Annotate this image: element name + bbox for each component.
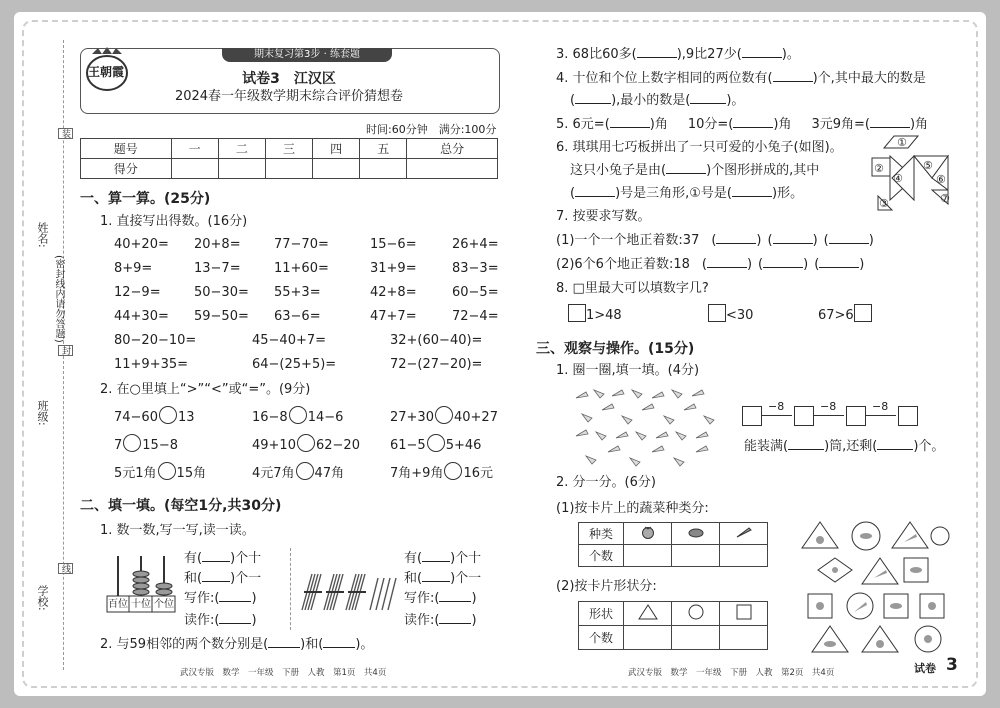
q8-c: 67>6 xyxy=(818,304,872,325)
q7-1: (1)一个一个地正着数:37 ( ) ( ) ( ) xyxy=(556,233,874,248)
vegetable-cards xyxy=(800,518,950,658)
s3-q2: 2. 分一分。(6分) xyxy=(556,475,656,490)
answer-blank[interactable] xyxy=(732,196,772,197)
q7: 7. 按要求写数。 xyxy=(556,209,651,224)
chain-box[interactable] xyxy=(898,406,918,426)
score-cell[interactable] xyxy=(313,159,360,179)
answer-blank[interactable] xyxy=(610,127,650,128)
compare-circle[interactable] xyxy=(289,406,307,424)
tangram-label: ③ xyxy=(879,197,889,210)
minus-label: −8 xyxy=(872,400,889,413)
calc: 59−50= xyxy=(194,309,249,324)
compare-circle[interactable] xyxy=(159,406,177,424)
seal-char-3: 线 xyxy=(58,563,73,574)
answer-box[interactable] xyxy=(854,304,872,322)
class-label: 班级: xyxy=(36,400,49,426)
compare-item: 5元1角 15角 xyxy=(114,462,206,483)
calc: 40+20= xyxy=(114,237,169,252)
divider xyxy=(290,548,291,630)
q3: 3. 68比60多( ),9比27少( )。 xyxy=(556,47,800,62)
answer-blank[interactable] xyxy=(666,173,706,174)
compare-circle[interactable] xyxy=(158,462,176,480)
calc: 8+9= xyxy=(114,261,153,276)
compare-circle[interactable] xyxy=(435,406,453,424)
answer-blank[interactable] xyxy=(716,243,756,244)
calc: 20+8= xyxy=(194,237,241,252)
score-header: 题号 xyxy=(81,139,172,159)
shuttlecocks-illustration xyxy=(572,386,720,468)
answer-blank[interactable] xyxy=(439,623,471,624)
answer-box[interactable] xyxy=(568,304,586,322)
score-cell[interactable] xyxy=(360,159,407,179)
answer-blank[interactable] xyxy=(422,561,450,562)
answer-blank[interactable] xyxy=(788,449,824,450)
answer-blank[interactable] xyxy=(690,103,726,104)
calc: 26+4= xyxy=(452,237,499,252)
tangram-label: ⑦ xyxy=(940,192,950,205)
calc: 50−30= xyxy=(194,285,249,300)
q8-a: 1>48 xyxy=(568,304,622,325)
score-cell[interactable] xyxy=(218,159,265,179)
answer-blank[interactable] xyxy=(422,581,450,582)
score-row-label: 得分 xyxy=(81,159,172,179)
triangle-icon xyxy=(624,602,672,626)
compare-item: 7 15−8 xyxy=(114,434,178,455)
calc: 63−6= xyxy=(274,309,321,324)
compare-item: 16−8 14−6 xyxy=(252,406,343,427)
score-header: 五 xyxy=(360,139,407,159)
score-cell[interactable] xyxy=(265,159,312,179)
banner-text: 期末复习第3步 · 练套题 xyxy=(254,49,360,60)
answer-box[interactable] xyxy=(708,304,726,322)
s1-q2: 2. 在○里填上“>”“<”或“=”。(9分) xyxy=(100,382,311,397)
calc: 31+9= xyxy=(370,261,417,276)
score-header: 二 xyxy=(218,139,265,159)
calc: 72−(27−20)= xyxy=(390,357,483,372)
score-header: 四 xyxy=(313,139,360,159)
score-header: 总分 xyxy=(407,139,498,159)
score-header: 三 xyxy=(265,139,312,159)
fill-line: 写作:( ) xyxy=(184,591,257,606)
table-label: 种类 xyxy=(579,523,624,545)
compare-item: 61−5 5+46 xyxy=(390,434,481,455)
calc: 44+30= xyxy=(114,309,169,324)
table-label: 形状 xyxy=(579,602,624,626)
calc: 12−9= xyxy=(114,285,161,300)
answer-blank[interactable] xyxy=(202,561,230,562)
vegetable-table xyxy=(578,522,768,567)
abacus-illustration xyxy=(106,552,176,614)
compare-circle[interactable] xyxy=(444,462,462,480)
answer-blank[interactable] xyxy=(439,601,471,602)
s3-q1-answer: 能装满( )筒,还剩( )个。 xyxy=(744,439,945,454)
count-cell[interactable] xyxy=(624,545,672,567)
abacus-label: 十位 xyxy=(131,599,151,610)
calc: 80−20−10= xyxy=(114,333,197,348)
tangram-rabbit xyxy=(870,134,956,214)
section-2-title: 二、填一填。(每空1分,共30分) xyxy=(80,498,282,514)
compare-item: 74−60 13 xyxy=(114,406,195,427)
calc: 11+9+35= xyxy=(114,357,189,372)
s2-q1: 1. 数一数,写一写,读一读。 xyxy=(100,523,255,538)
count-cell[interactable] xyxy=(720,545,768,567)
answer-blank[interactable] xyxy=(829,243,869,244)
section-1-title: 一、算一算。(25分) xyxy=(80,191,211,207)
footer-tag: 试卷 xyxy=(914,662,936,675)
vegetable-icon xyxy=(624,523,672,545)
count-cell[interactable] xyxy=(720,626,768,650)
q4-cont: ( ),最小的数是( )。 xyxy=(570,93,745,108)
square-icon xyxy=(720,602,768,626)
compare-item: 49+10 62−20 xyxy=(252,434,360,455)
minus-label: −8 xyxy=(820,400,837,413)
s3-q1: 1. 圈一圈,填一填。(4分) xyxy=(556,363,700,378)
table-label: 个数 xyxy=(579,626,624,650)
score-cell[interactable] xyxy=(171,159,218,179)
answer-blank[interactable] xyxy=(575,103,611,104)
answer-blank[interactable] xyxy=(323,647,355,648)
minus-label: −8 xyxy=(768,400,785,413)
answer-blank[interactable] xyxy=(733,127,773,128)
vegetable-icon xyxy=(720,523,768,545)
binding-note: (密封线内请勿答题) xyxy=(53,255,64,343)
tangram-label: ① xyxy=(897,136,907,149)
calc: 45−40+7= xyxy=(252,333,327,348)
answer-blank[interactable] xyxy=(575,196,615,197)
answer-blank[interactable] xyxy=(742,57,782,58)
answer-blank[interactable] xyxy=(268,647,300,648)
s1-q1: 1. 直接写出得数。(16分) xyxy=(100,214,248,229)
answer-blank[interactable] xyxy=(219,601,251,602)
answer-blank[interactable] xyxy=(219,623,251,624)
footer-right: 武汉专版 数学 一年级 下册 人教 第2页 共4页 xyxy=(628,668,835,678)
compare-circle[interactable] xyxy=(297,434,315,452)
calc: 60−5= xyxy=(452,285,499,300)
calc: 64−(25+5)= xyxy=(252,357,337,372)
calc: 15−6= xyxy=(370,237,417,252)
fill-line: 读作:( ) xyxy=(404,613,477,628)
section-3-title: 三、观察与操作。(15分) xyxy=(536,341,695,357)
chain-box[interactable] xyxy=(846,406,866,426)
calc: 13−7= xyxy=(194,261,241,276)
count-cell[interactable] xyxy=(672,626,720,650)
fill-line: 有( )个十 xyxy=(404,551,482,566)
calc: 42+8= xyxy=(370,285,417,300)
logo-text: 王朝霞 xyxy=(88,65,125,79)
compare-item: 7角+9角 16元 xyxy=(390,462,493,483)
school-label: 学校: xyxy=(36,585,49,611)
vegetable-icon xyxy=(672,523,720,545)
calc: 77−70= xyxy=(274,237,329,252)
seal-char-1: 装 xyxy=(58,128,73,139)
paper-title: 试卷3 江汉区 xyxy=(242,71,336,87)
time-score: 时间:60分钟 满分:100分 xyxy=(366,123,497,136)
s3-q2-2: (2)按卡片形状分: xyxy=(556,579,657,594)
count-cell[interactable] xyxy=(624,626,672,650)
answer-blank[interactable] xyxy=(707,267,747,268)
abacus-label: 个位 xyxy=(154,599,174,610)
tangram-label: ⑤ xyxy=(923,159,933,172)
score-table xyxy=(80,138,498,179)
q7-2: (2)6个6个地正着数:18 ( ) ( ) ( ) xyxy=(556,257,865,272)
footer-number: 3 xyxy=(946,655,958,675)
calc: 47+7= xyxy=(370,309,417,324)
chain-box[interactable] xyxy=(742,406,762,426)
q8: 8. □里最大可以填数字几? xyxy=(556,281,709,296)
answer-blank[interactable] xyxy=(763,267,803,268)
q5: 5. 6元=( )角 10分=( )角 3元9角=( )角 xyxy=(556,117,929,132)
answer-blank[interactable] xyxy=(773,81,813,82)
table-label: 个数 xyxy=(579,545,624,567)
calc: 55+3= xyxy=(274,285,321,300)
compare-circle[interactable] xyxy=(123,434,141,452)
answer-blank[interactable] xyxy=(877,449,913,450)
tangram-label: ④ xyxy=(893,172,903,185)
fill-line: 读作:( ) xyxy=(184,613,257,628)
chain-box[interactable] xyxy=(794,406,814,426)
sticks-illustration xyxy=(298,570,398,614)
name-label: 姓名: xyxy=(36,222,49,248)
shape-table xyxy=(578,601,768,650)
s2-q2: 2. 与59相邻的两个数分别是( )和( )。 xyxy=(100,637,374,652)
calc: 11+60= xyxy=(274,261,329,276)
fill-line: 和( )个一 xyxy=(184,571,262,586)
answer-blank[interactable] xyxy=(202,581,230,582)
s3-q2-1: (1)按卡片上的蔬菜种类分: xyxy=(556,501,709,516)
abacus-label: 百位 xyxy=(108,599,128,610)
tangram-label: ⑥ xyxy=(936,173,946,186)
compare-item: 27+30 40+27 xyxy=(390,406,498,427)
score-header: 一 xyxy=(171,139,218,159)
calc: 32+(60−40)= xyxy=(390,333,483,348)
answer-blank[interactable] xyxy=(637,57,677,58)
fill-line: 有( )个十 xyxy=(184,551,262,566)
footer-left: 武汉专版 数学 一年级 下册 人教 第1页 共4页 xyxy=(180,668,387,678)
q6: 6. 琪琪用七巧板拼出了一只可爱的小兔子(如图)。 xyxy=(556,140,843,155)
compare-circle[interactable] xyxy=(296,462,314,480)
score-cell[interactable] xyxy=(407,159,498,179)
q6-line2: 这只小兔子是由( )个图形拼成的,其中 xyxy=(570,163,820,178)
calc: 83−3= xyxy=(452,261,499,276)
answer-blank[interactable] xyxy=(870,127,910,128)
compare-circle[interactable] xyxy=(427,434,445,452)
circle-icon xyxy=(672,602,720,626)
tangram-label: ② xyxy=(874,162,884,175)
fill-line: 和( )个一 xyxy=(404,571,482,586)
fill-line: 写作:( ) xyxy=(404,591,477,606)
paper-subtitle: 2024春一年级数学期末综合评价猜想卷 xyxy=(174,89,404,104)
q8-b: <30 xyxy=(708,304,753,325)
count-cell[interactable] xyxy=(672,545,720,567)
q6-line3: ( )号是三角形,①号是( )形。 xyxy=(570,186,804,201)
seal-char-2: 封 xyxy=(58,345,73,356)
compare-item: 4元7角 47角 xyxy=(252,462,344,483)
answer-blank[interactable] xyxy=(773,243,813,244)
calc: 72−4= xyxy=(452,309,499,324)
answer-blank[interactable] xyxy=(819,267,859,268)
q4: 4. 十位和个位上数字相同的两位数有( )个,其中最大的数是 xyxy=(556,71,926,86)
